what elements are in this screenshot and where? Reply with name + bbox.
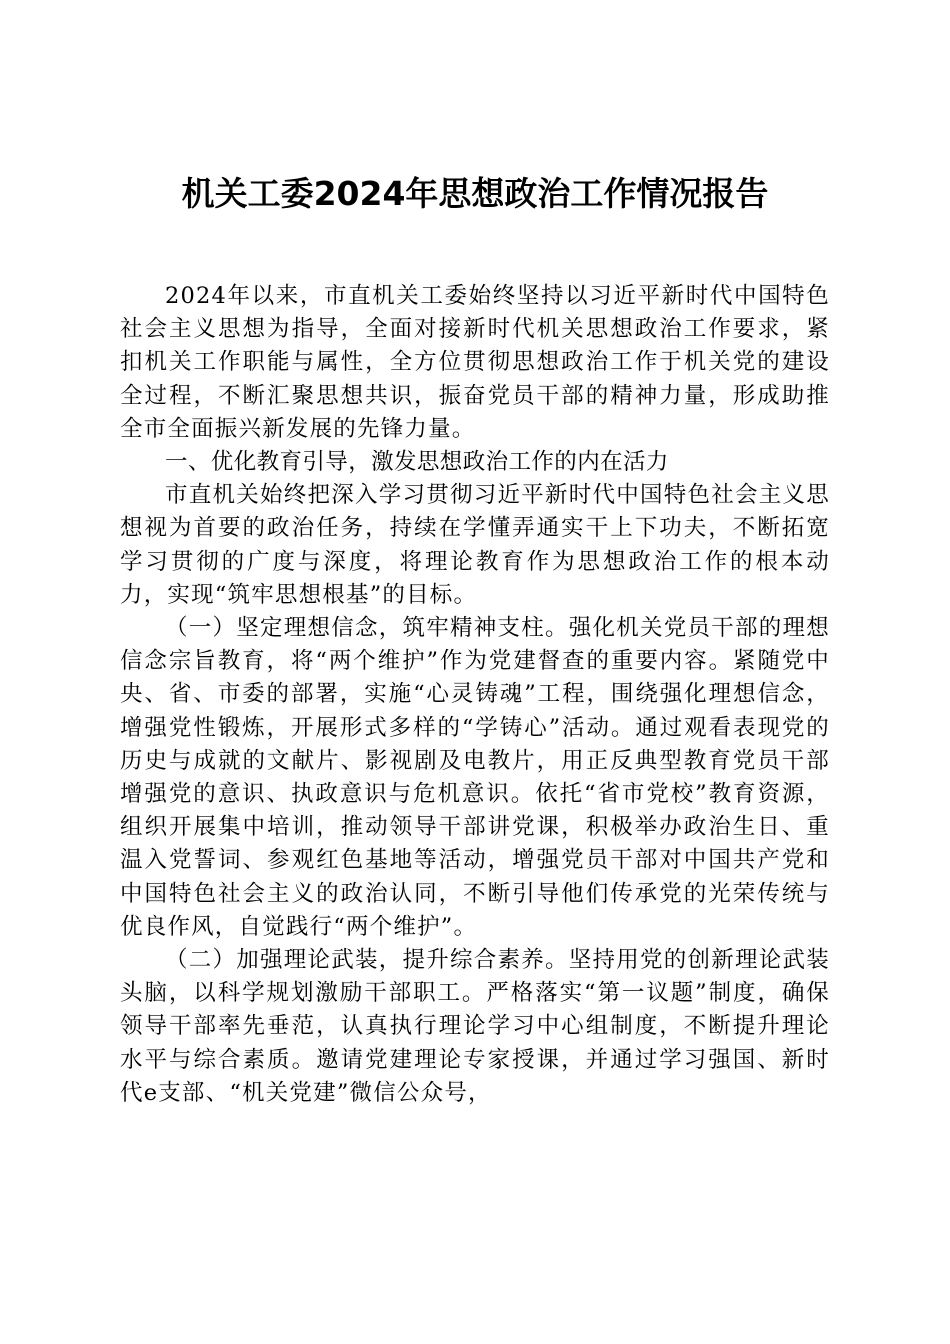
subsection-1-paragraph [120, 612, 830, 944]
subsection-1-body: 强化机关党员干部的理想信念宗旨教育，将“两个维护”作为党建督查的重要内容。紧随党中央、省、市委的部署，实施“心灵铸魂”工程，围绕强化理想信念，增强党性锻炼，开展形式多样的“学铸心”活动。通过观看表现党的历史与成就的文献片、影视剧及电教片，用正反典型教育党员干部增强党的意识、执政意识与危机意识。依托“省市党校”教育资源，组织开展集中培训，推动领导干部讲党课，积极举办政治生日、重温入党誓词、参观红色基地等活动，增强党员干部对中国共产党和中国特色社会主义的政治认同，不断引导他们传承党的光荣传统与优良作风，自觉践行“两个维护”。 [120, 615, 830, 940]
subsection-2-body: 坚持用党的创新理论武装头脑，以科学规划激励干部职工。严格落实“第一议题”制度，确保领导干部率先垂范，认真执行理论学习中心组制度，不断提升理论水平与综合素质。邀请党建理论专家授课，并通过学习强国、新时代e支部、“机关党建”微信公众号， [120, 947, 830, 1106]
intro-paragraph: 2024年以来，市直机关工委始终坚持以习近平新时代中国特色社会主义思想为指导，全面对接新时代机关思想政治工作要求，紧扣机关工作职能与属性，全方位贯彻思想政治工作于机关党的建设全过程，不断汇聚思想共识，振奋党员干部的精神力量，形成助推全市全面振兴新发展的先锋力量。 [120, 283, 830, 442]
section-1-paragraph: 市直机关始终把深入学习贯彻习近平新时代中国特色社会主义思想视为首要的政治任务，持续在学懂弄通实干上下功夫，不断拓宽学习贯彻的广度与深度，将理论教育作为思想政治工作的根本动力，实现“筑牢思想根基”的目标。 [120, 482, 830, 608]
document-body [120, 280, 830, 1110]
document-title: 机关工委2024年思想政治工作情况报告 [181, 174, 769, 213]
subsection-2-lead: （二）加强理论武装，提升综合素养。 [165, 947, 569, 974]
section-1-heading: 一、优化教育引导，激发思想政治工作的内在活力 [165, 449, 669, 476]
subsection-1-lead: （一）坚定理想信念，筑牢精神支柱。 [165, 615, 569, 642]
subsection-2-paragraph [120, 944, 830, 1110]
